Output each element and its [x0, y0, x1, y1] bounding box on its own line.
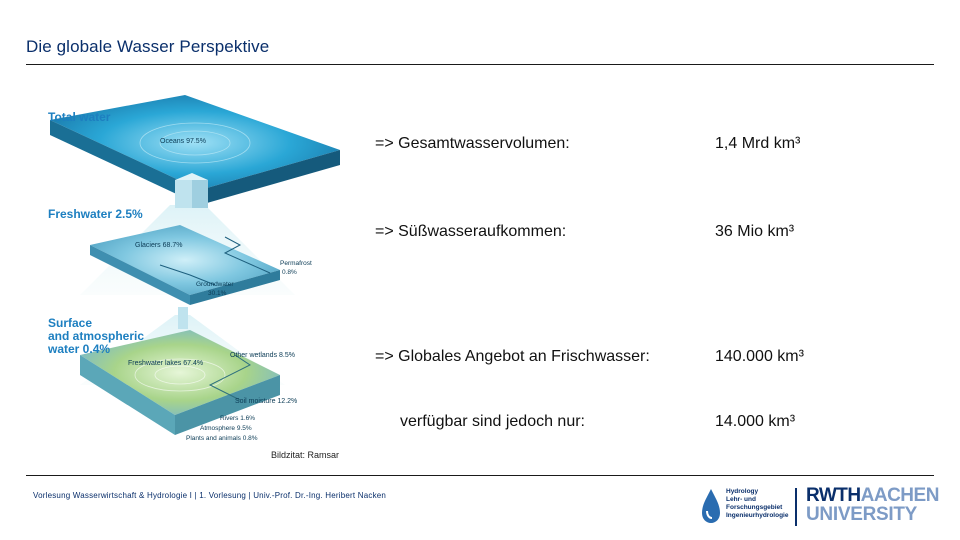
surface-label-2: and atmospheric — [48, 329, 145, 343]
soil-moisture-label: Soil moisture 12.2% — [235, 398, 298, 405]
footer-text: Vorlesung Wasserwirtschaft & Hydrologie I | 1. Vorlesung | Univ.-Prof. Dr.-Ing. Heribert Nacken — [33, 491, 387, 500]
fact-total-label: => Gesamtwasservolumen: — [375, 135, 570, 152]
fact-freshwater-value: 36 Mio km³ — [715, 223, 795, 240]
fact-supply-label: => Globales Angebot an Frischwasser: — [375, 348, 650, 365]
freshwater-lakes-label: Freshwater lakes 67.4% — [128, 360, 204, 367]
surface-label-3: water 0.4% — [48, 342, 111, 356]
groundwater-value: 30.1% — [208, 290, 227, 297]
freshwater-label: Freshwater 2.5% — [48, 207, 143, 221]
fact-total-value: 1,4 Mrd km³ — [715, 135, 801, 152]
water-drop-icon — [700, 487, 722, 525]
top-divider — [26, 64, 934, 65]
permafrost-value: 0.8% — [282, 269, 297, 276]
figure-caption: Bildzitat: Ramsar — [271, 450, 340, 460]
other-wetlands-label: Other wetlands 8.5% — [230, 352, 295, 359]
plants-label: Plants and animals 0.8% — [186, 435, 258, 442]
atmosphere-label: Atmosphere 9.5% — [200, 425, 252, 432]
permafrost-label: Permafrost — [280, 260, 312, 267]
hydrology-logo-text: Hydrology Lehr- und Forschungsgebiet Ingenieurhydrologie — [726, 488, 789, 519]
water-distribution-figure — [40, 95, 360, 450]
total-water-label: Total water — [48, 110, 111, 124]
oceans-label: Oceans 97.5% — [160, 138, 206, 145]
bottom-divider — [26, 475, 934, 476]
surface-label-1: Surface — [48, 316, 93, 330]
fact-available-label: verfügbar sind jedoch nur: — [400, 413, 585, 430]
fact-freshwater-label: => Süßwasseraufkommen: — [375, 223, 567, 240]
rwth-logo: RWTHAACHEN UNIVERSITY — [806, 485, 939, 525]
rivers-label: Rivers 1.6% — [220, 415, 256, 422]
fact-available-value: 14.000 km³ — [715, 413, 796, 430]
page-title: Die globale Wasser Perspektive — [26, 37, 270, 56]
glaciers-label: Glaciers 68.7% — [135, 242, 183, 249]
groundwater-label: Groundwater — [196, 281, 234, 288]
fact-supply-value: 140.000 km³ — [715, 348, 804, 365]
logo-separator — [795, 488, 797, 526]
